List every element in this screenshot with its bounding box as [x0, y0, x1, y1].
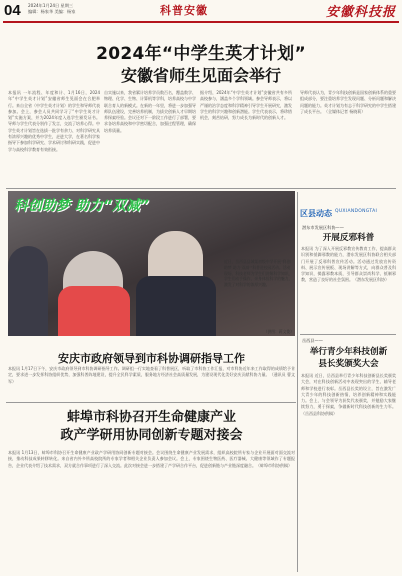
photo-figure [58, 286, 130, 336]
lead-headline: 2024年“中学生英才计划” [96, 44, 306, 64]
newspaper-masthead-logo: 安徽科技报 [325, 5, 396, 20]
section-badge: 区县动态 [300, 209, 332, 218]
photo-credit: （供图：蒋文俊） [263, 329, 294, 334]
photo-banner-text: 科创助梦 助力“双减” [14, 198, 149, 214]
article-2-body: 本报讯 1月17日下午，安庆市政府领导到市科协调研指导工作。调研组一行实地查看了科普展区，听取了市科协工作汇报，对市科协近年来工作取得的成绩给予肯定，要求进一步发挥科协组织优势，加强科普阵地建设，提升全民科学素质，服务地方经济社会高质量发展，为建设现代化美好安庆贡献科协力量。（通讯员 曹文军） [8, 366, 295, 384]
sidebar-story-2-body: 本报讯 近日，岳西县举行青少年科技创新县长奖颁奖大会，对在科技创新活动中表现突出的学生、辅导老师和学校进行表彰。岳西县长奖的设立，旨在激发广大青少年的科技创新热情，培养创新精神和实践能力。会上，与会领导为获奖代表颁奖，并勉励大家继续努力，勇于探索，争做新时代科技创新的生力军。（岳西县科协供稿） [301, 373, 396, 416]
lead-subheadline: 安徽省师生见面会举行 [120, 66, 281, 85]
article-3-title-line-1: 蚌埠市科协召开生命健康产业 [66, 410, 236, 425]
sidebar-story-2-title-1: 举行青少年科技创新 [309, 347, 388, 357]
page-number: 04 [4, 2, 21, 19]
header-rule [3, 21, 399, 23]
article-3-body: 本报讯 1月13日，蚌埠市科协召开生命健康产业政产学研用协同创新专题对接会。会议围绕生命健康产业发展需求，组织高校院所专家与企业开展面对面交流对接，推动科技成果转移转化。来自省内外多所高校院所的专家学者和相关企业负责人参加会议。会上，专家围绕生物医药、医疗器械、大健康等领域作了专题报告，企业代表介绍了技术需求，双方就合作事项进行了深入交流。此次对接会进一步搭建了产学研合作平台，促进创新链与产业链深度融合。（蚌埠市科协供稿） [8, 450, 295, 468]
divider [300, 334, 396, 335]
article-3-title-line-2: 政产学研用协同创新专题对接会 [60, 428, 243, 443]
issue-meta [28, 3, 75, 14]
section-badge-en: QUXIANDONGTAI [335, 209, 378, 214]
photo-caption: 近日，岳西县县城某初级中学开展“科创助梦 助力‘双减’”科普进校园活动。活动现场，科技老师为学生们讲解科学知识，学生们动手操作，亲身体验科学的魅力，激发了对科学的浓厚兴趣。 [224, 259, 293, 288]
divider [6, 188, 396, 189]
column-divider [297, 192, 298, 572]
issue-date: 2024年1月24日 星期三 [28, 3, 74, 8]
sidebar-story-2-title-2: 县长奖颁奖大会 [318, 359, 379, 369]
page-header [0, 0, 402, 22]
photo-figure [136, 276, 216, 336]
photo-figure [8, 246, 48, 336]
lead-body-col-1: 本报讯 一年流程、年度和计、1月16日，2024年“中学生英才计划”安徽省师生见面会在合肥举行。来自全省（中学生英才计划）的学生和导师代表参加。会上，参会人员共同学习了“中学生英才计划”实施方案，并为2024年度入选学生颁发证书。导师与学生代表分别作了发言，交流了培养心得。中学生英才计划旨在选拔一批学有余力、对科学研究具有浓厚兴趣的优秀中学生，走进大学，在著名科学家指导下参加科学研究、学术研讨和科研实践，促进中学与高校科学教育有效衔接。 [8, 90, 100, 152]
lead-body-col-3: 据介绍，2024年“中学生英才计划”安徽省共有多所高校参与，涵盖多个学科领域。参会导师表示，将以严谨的治学态度和科学精神引导学生开展研究，激发学生的科学兴趣和创新潜能。学生代表表示，将珍惜机会，刻苦钻研，努力成长为新时代的创新人才。 [200, 90, 292, 121]
article-2-title: 安庆市政府领导到市科协调研指导工作 [58, 352, 245, 365]
lead-body-col-2: 自实施以来，我省累计培养学员数百名，覆盖数学、物理、化学、生物、计算机等学科，培养高校与中学联合育人的新模式。在新的一年里，将进一步加强导师队伍建设，完善培养机制，为拔尖创新人才早期培养探索经验。会议还对下一阶段工作进行了部署，要求各培养高校和中学密切配合，加强过程管理，确保培养质量。 [104, 90, 196, 133]
section-title: 科普安徽 [160, 4, 208, 17]
sidebar-story-2-kicker: 岳西县—— [302, 338, 323, 343]
lead-body-col-4: 导师代表认为，青少年科技创新是国家创新体系的重要组成部分，要注重培养学生发现问题、分析问题和解决问题的能力。英才计划为有志于科学研究的中学生搭建了成长平台。（全媒体记者 杨晓莉） [300, 90, 396, 114]
sidebar-story-1-body: 本报讯 为了深入开展反邪教宣传教育工作，提高群众识别和抵御邪教的能力，潜东发展区科协联合相关部门开展了反邪科普宣传活动。活动通过发放宣传资料、展示宣传展板、现场讲解等方式，向群众普及科学知识，揭露邪教本质，引导群众崇尚科学、抵制邪教，营造了良好的社会氛围。（潜东发展区科协） [301, 246, 396, 283]
sidebar-story-1-kicker: 潜东市发展区科协—— [302, 225, 344, 230]
sidebar-story-1-title: 开展反邪科普 [322, 233, 375, 243]
divider [6, 402, 296, 403]
editor-credit: 编辑：杨家华 美编：杨家 [28, 8, 76, 14]
